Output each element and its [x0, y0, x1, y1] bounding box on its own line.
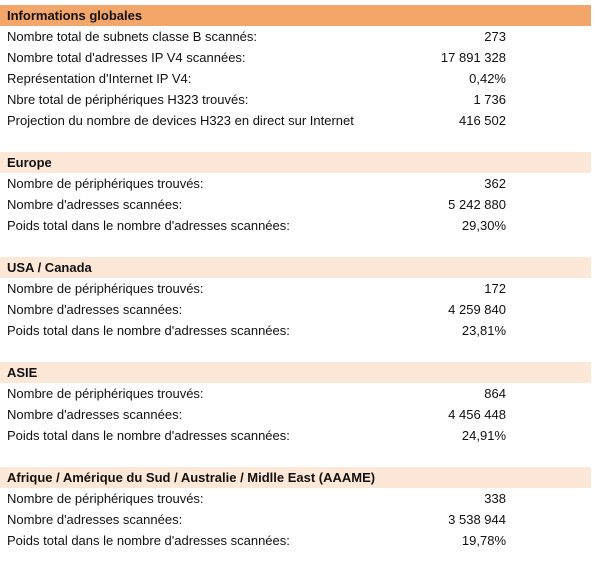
row-label: Nombre de périphériques trouvés: — [7, 491, 204, 506]
row-value: 3 538 944 — [448, 512, 506, 527]
row-value: 1 736 — [473, 92, 506, 107]
row-value: 172 — [484, 281, 506, 296]
section-usa-canada — [0, 257, 595, 341]
section-global — [0, 5, 595, 131]
row-value: 416 502 — [459, 113, 506, 128]
section-europe — [0, 152, 595, 236]
table-row — [0, 215, 591, 236]
table-row — [0, 320, 591, 341]
section-header-aaame: Afrique / Amérique du Sud / Australie / Midlle East (AAAME) — [0, 467, 591, 488]
row-value: 4 456 448 — [448, 407, 506, 422]
table-row — [0, 383, 591, 404]
row-value: 4 259 840 — [448, 302, 506, 317]
row-value: 17 891 328 — [440, 50, 506, 65]
table-row — [0, 68, 591, 89]
table-row — [0, 110, 591, 131]
table-row — [0, 47, 591, 68]
table-row — [0, 26, 591, 47]
row-label: Nombre total d'adresses IP V4 scannées: — [7, 50, 246, 65]
row-value: 29,30% — [461, 218, 506, 233]
section-header-global: Informations globales — [0, 5, 591, 26]
row-label: Poids total dans le nombre d'adresses scannées: — [7, 323, 290, 338]
table-row — [0, 488, 591, 509]
row-label: Poids total dans le nombre d'adresses scannées: — [7, 533, 290, 548]
row-label: Nombre d'adresses scannées: — [7, 197, 183, 212]
section-aaame — [0, 467, 595, 551]
section-header-asie: ASIE — [0, 362, 591, 383]
row-label: Nombre total de subnets classe B scannés: — [7, 29, 258, 44]
section-header-europe: Europe — [0, 152, 591, 173]
table-row — [0, 194, 591, 215]
row-label: Nombre d'adresses scannées: — [7, 512, 183, 527]
row-value: 23,81% — [461, 323, 506, 338]
row-value: 338 — [484, 491, 506, 506]
row-value: 864 — [484, 386, 506, 401]
row-label: Poids total dans le nombre d'adresses scannées: — [7, 218, 290, 233]
table-row — [0, 173, 591, 194]
row-value: 273 — [484, 29, 506, 44]
table-row — [0, 299, 591, 320]
row-value: 5 242 880 — [448, 197, 506, 212]
table-row — [0, 509, 591, 530]
row-label: Nombre de périphériques trouvés: — [7, 176, 204, 191]
row-label: Nombre de périphériques trouvés: — [7, 281, 204, 296]
row-label: Représentation d'Internet IP V4: — [7, 71, 192, 86]
section-asie — [0, 362, 595, 446]
row-value: 19,78% — [461, 533, 506, 548]
row-value: 0,42% — [469, 71, 506, 86]
table-row — [0, 404, 591, 425]
row-label: Nombre d'adresses scannées: — [7, 302, 183, 317]
section-header-usa-canada: USA / Canada — [0, 257, 591, 278]
row-label: Nbre total de périphériques H323 trouvés: — [7, 92, 249, 107]
row-value: 24,91% — [461, 428, 506, 443]
row-label: Nombre de périphériques trouvés: — [7, 386, 204, 401]
table-row — [0, 425, 591, 446]
row-label: Poids total dans le nombre d'adresses scannées: — [7, 428, 290, 443]
row-value: 362 — [484, 176, 506, 191]
table-row — [0, 530, 591, 551]
table-row — [0, 89, 591, 110]
row-label: Projection du nombre de devices H323 en direct sur Internet — [7, 113, 354, 128]
row-label: Nombre d'adresses scannées: — [7, 407, 183, 422]
table-row — [0, 278, 591, 299]
